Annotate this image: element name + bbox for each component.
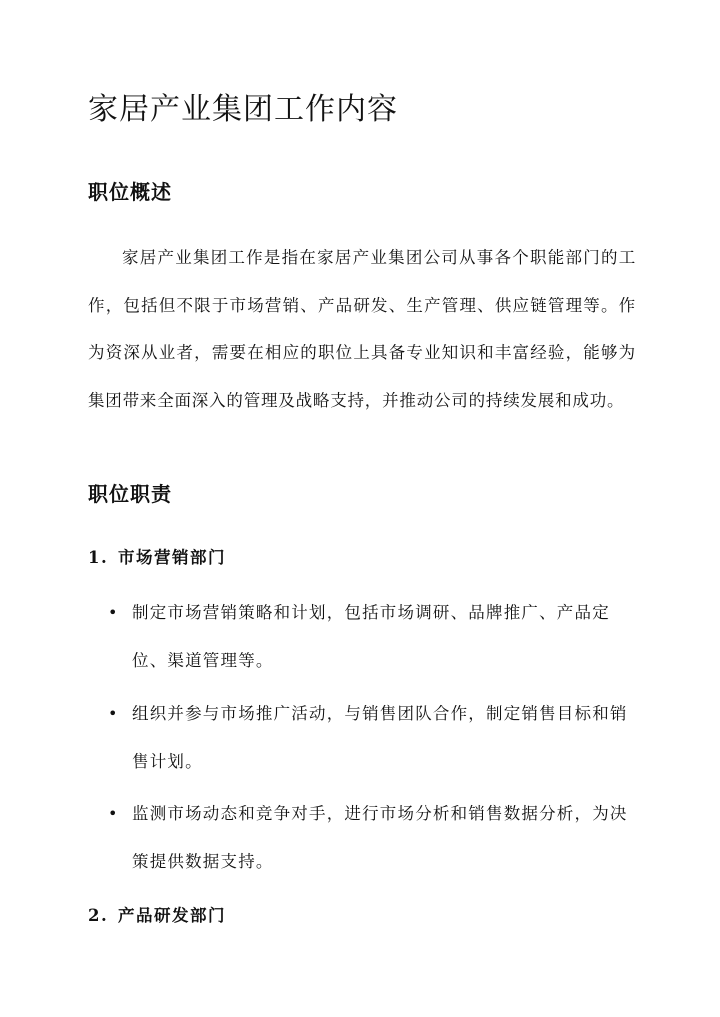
list-item [108,690,628,786]
list-item-text: 组织并参与市场推广活动，与销售团队合作，制定销售目标和销售计划。 [132,704,628,771]
department-heading [88,544,226,568]
department-number: 2. [88,906,109,925]
list-item [108,790,628,886]
section-heading-overview: 职位概述 [88,180,172,204]
bullet-icon: • [108,603,119,622]
section-heading-responsibilities: 职位职责 [88,482,172,506]
list-item-text: 监测市场动态和竞争对手，进行市场分析和销售数据分析，为决策提供数据支持。 [132,804,628,871]
department-number: 1. [88,548,109,567]
department-name: 市场营销部门 [118,548,226,567]
document-title: 家居产业集团工作内容 [88,92,398,127]
department-heading [88,902,226,926]
bullet-icon: • [108,804,119,823]
department-name: 产品研发部门 [118,906,226,925]
overview-paragraph: 家居产业集团工作是指在家居产业集团公司从事各个职能部门的工作，包括但不限于市场营销、产品研发、生产管理、供应链管理等。作为资深从业者，需要在相应的职位上具备专业知识和丰富经验，能够为集团带来全面深入的管理及战略支持，并推动公司的持续发展和成功。 [88,248,636,410]
list-item [108,589,628,685]
bullet-icon: • [108,704,119,723]
list-item-text: 制定市场营销策略和计划，包括市场调研、品牌推广、产品定位、渠道管理等。 [132,603,610,670]
